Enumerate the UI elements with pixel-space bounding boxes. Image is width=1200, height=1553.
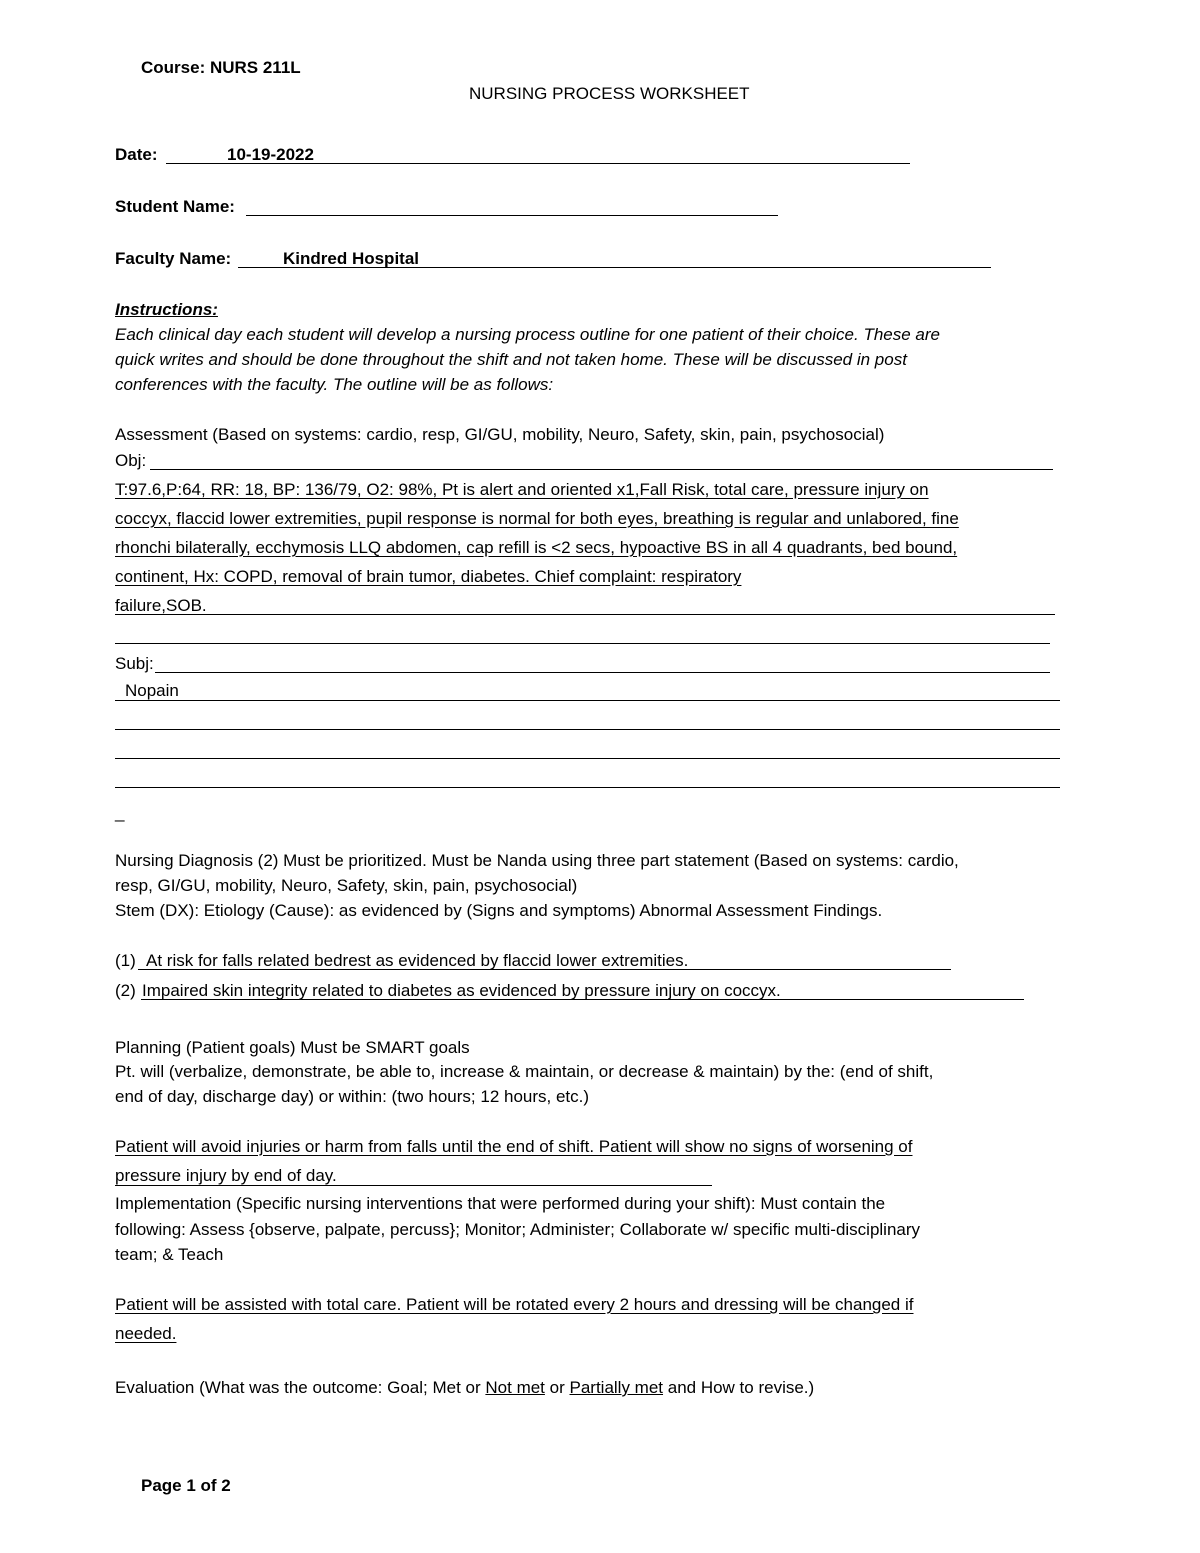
subj-label: Subj:	[115, 654, 154, 673]
diagnosis-2-number: (2)	[115, 981, 136, 1000]
instructions-line: conferences with the faculty. The outline will be as follows:	[115, 375, 554, 394]
implementation-heading: Implementation (Specific nursing interventions that were performed during your shift): Must contain the	[115, 1194, 886, 1213]
faculty-name-value: Kindred Hospital	[283, 249, 420, 268]
obj-answer-line[interactable]	[115, 614, 1055, 615]
instructions-line: Each clinical day each student will develop a nursing process outline for one patient of their choice. These are	[115, 325, 940, 344]
obj-text-line: continent, Hx: COPD, removal of brain tumor, diabetes. Chief complaint: respiratory	[115, 567, 742, 586]
obj-answer-line[interactable]	[115, 643, 1050, 644]
subj-answer-line[interactable]	[115, 729, 1060, 730]
faculty-name-label: Faculty Name:	[115, 249, 232, 268]
subj-line[interactable]	[155, 672, 1050, 673]
date-value: 10-19-2022	[227, 145, 314, 164]
page-number: Page 1 of 2	[141, 1476, 231, 1495]
diagnosis-2-text: Impaired skin integrity related to diabetes as evidenced by pressure injury on coccyx.	[142, 981, 781, 1000]
evaluation-prefix: Evaluation (What was the outcome: Goal; Met or	[115, 1378, 486, 1397]
implementation-heading: following: Assess {observe, palpate, percuss}; Monitor; Administer; Collaborate w/ specific multi-disciplinary	[115, 1220, 921, 1239]
planning-goal: Patient will avoid injuries or harm from falls until the end of shift. Patient will show no signs of worsening of	[115, 1137, 913, 1156]
diagnosis-heading: Nursing Diagnosis (2) Must be prioritized. Must be Nanda using three part statement (Based on systems: cardio,	[115, 851, 959, 870]
subj-answer-line[interactable]	[115, 758, 1060, 759]
student-name-label: Student Name:	[115, 197, 235, 216]
evaluation-not-met: Not met	[485, 1378, 545, 1397]
course-label: Course: NURS 211L	[141, 58, 301, 77]
date-label: Date:	[115, 145, 158, 164]
diagnosis-1-text: At risk for falls related bedrest as evidenced by flaccid lower extremities.	[146, 951, 689, 970]
implementation-answer: needed.	[115, 1324, 177, 1343]
evaluation-or: or	[544, 1378, 570, 1397]
assessment-heading: Assessment (Based on systems: cardio, resp, GI/GU, mobility, Neuro, Safety, skin, pain, psychosocial)	[115, 425, 885, 444]
diagnosis-1-number: (1)	[115, 951, 136, 970]
instructions-line: quick writes and should be done throughout the shift and not taken home. These will be discussed in post	[115, 350, 907, 369]
obj-text-line: failure,SOB.	[115, 596, 207, 615]
planning-goal: pressure injury by end of day.	[115, 1166, 337, 1185]
evaluation-partially-met: Partially met	[569, 1378, 664, 1397]
planning-guide: end of day, discharge day) or within: (two hours; 12 hours, etc.)	[115, 1087, 590, 1106]
instructions-heading: Instructions:	[115, 300, 218, 319]
obj-line[interactable]	[150, 469, 1053, 470]
subj-value: Nopain	[125, 681, 179, 700]
page-title: NURSING PROCESS WORKSHEET	[469, 84, 750, 103]
obj-text-line: T:97.6,P:64, RR: 18, BP: 136/79, O2: 98%, Pt is alert and oriented x1,Fall Risk, total care, pressure injury on	[115, 480, 929, 499]
student-name-line[interactable]	[246, 215, 778, 216]
implementation-answer: Patient will be assisted with total care. Patient will be rotated every 2 hours and dressing will be changed if	[115, 1295, 914, 1314]
evaluation-line	[115, 1378, 814, 1398]
subj-answer-line[interactable]	[115, 700, 1060, 701]
planning-heading: Planning (Patient goals) Must be SMART goals	[115, 1038, 470, 1057]
implementation-heading: team; & Teach	[115, 1245, 224, 1264]
planning-guide: Pt. will (verbalize, demonstrate, be able to, increase & maintain, or decrease & maintain) by the: (end of shift,	[115, 1062, 934, 1081]
obj-label: Obj:	[115, 451, 147, 470]
obj-text-line: coccyx, flaccid lower extremities, pupil response is normal for both eyes, breathing is regular and unlabored, fine	[115, 509, 959, 528]
obj-text-line: rhonchi bilaterally, ecchymosis LLQ abdomen, cap refill is <2 secs, hypoactive BS in all 4 quadrants, bed bound,	[115, 538, 958, 557]
trailing-mark: _	[115, 803, 125, 822]
diagnosis-heading: resp, GI/GU, mobility, Neuro, Safety, skin, pain, psychosocial)	[115, 876, 578, 895]
evaluation-suffix: and How to revise.)	[663, 1378, 815, 1397]
diagnosis-heading: Stem (DX): Etiology (Cause): as evidenced by (Signs and symptoms) Abnormal Assessment Findings.	[115, 901, 883, 920]
subj-answer-line[interactable]	[115, 787, 1060, 788]
